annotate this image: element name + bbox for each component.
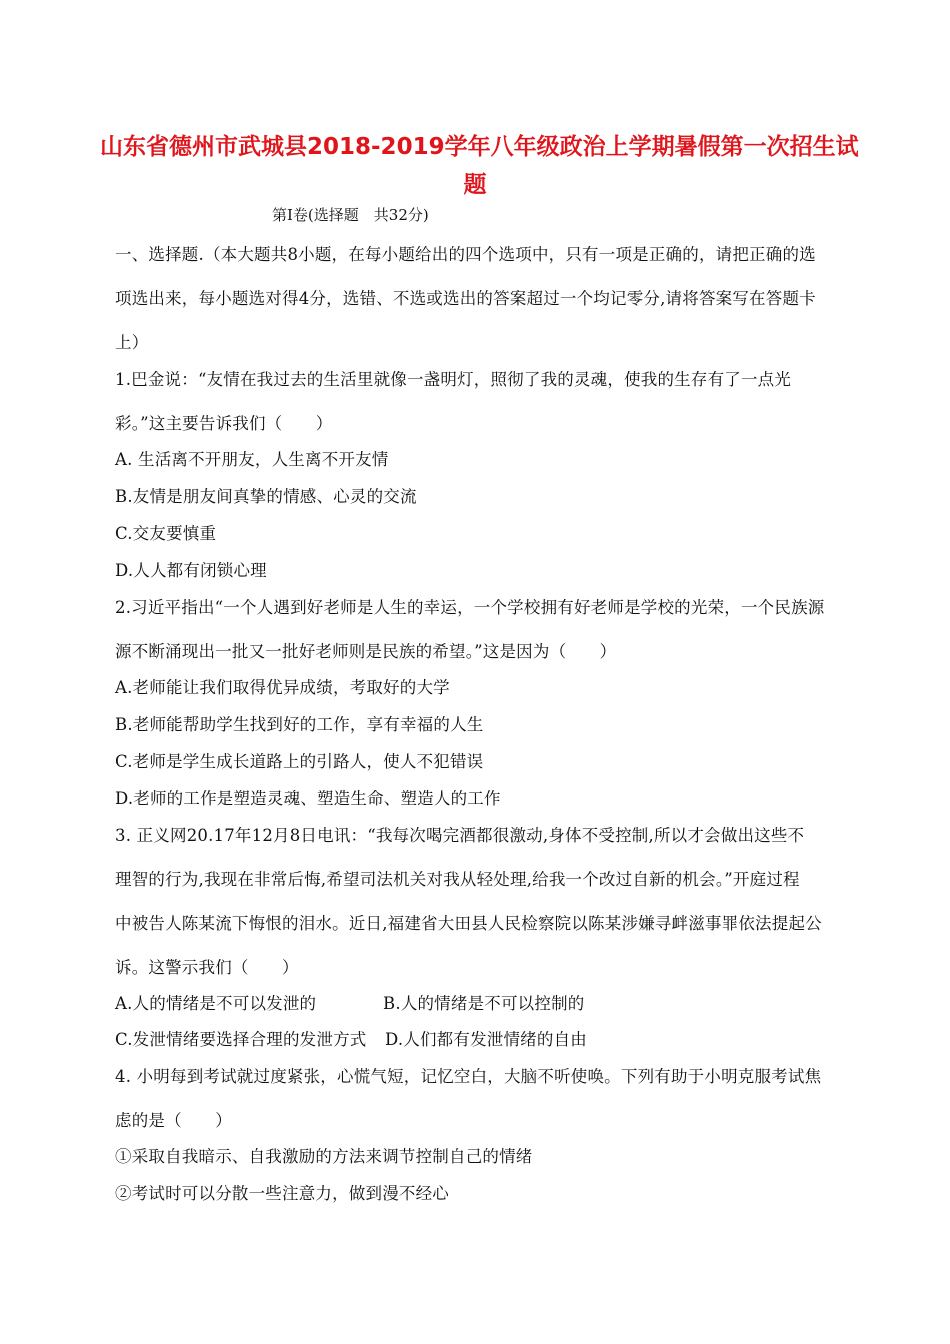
question-3-option-c: C.发泄情绪要选择合理的发泄方式 [115,1030,367,1049]
question-2-option-b: B.老师能帮助学生找到好的工作，享有幸福的人生 [115,715,484,734]
question-2-option-a: A.老师能让我们取得优异成绩，考取好的大学 [115,678,450,697]
question-1-option-a: A. 生活离不开朋友，人生离不开友情 [115,450,389,469]
question-4-item-1: ①采取自我暗示、自我激励的方法来调节控制自己的情绪 [115,1147,533,1166]
question-3-stem-line-4: 诉。这警示我们（ ） [115,958,299,977]
question-3-stem-line-1: 3. 正义网20.17年12月8日电讯：“我每次喝完酒都很激动,身体不受控制,所以才会做出这些不 [115,826,805,845]
question-1-option-b: B.友情是朋友间真挚的情感、心灵的交流 [115,487,417,506]
question-3-option-d: D.人们都有发泄情绪的自由 [385,1030,587,1049]
question-2-stem-line-2: 源不断涌现出一批又一批好老师则是民族的希望。”这是因为（ ） [115,642,617,661]
question-1-stem-line-1: 1.巴金说：“友情在我过去的生活里就像一盏明灯，照彻了我的灵魂，使我的生存有了一点光 [115,370,792,389]
section-subtitle: 第Ⅰ卷(选择题 共32分) [272,206,429,224]
question-2-stem-line-1: 2.习近平指出“一个人遇到好老师是人生的幸运，一个学校拥有好老师是学校的光荣，一个民族源 [115,598,825,617]
question-3-stem-line-2: 理智的行为,我现在非常后悔,希望司法机关对我从轻处理,给我一个改过自新的机会。”开庭过程 [115,870,800,889]
question-2-option-d: D.老师的工作是塑造灵魂、塑造生命、塑造人的工作 [115,789,501,808]
document-title-line-2: 题 [463,172,487,198]
question-3-option-a: A.人的情绪是不可以发泄的 [115,994,317,1013]
instructions-line-2: 项选出来，每小题选对得4分，选错、不选或选出的答案超过一个均记零分,请将答案写在答题卡 [115,289,816,308]
document-title-line-1: 山东省德州市武城县2018-2019学年八年级政治上学期暑假第一次招生试 [100,134,859,160]
question-4-item-2: ②考试时可以分散一些注意力，做到漫不经心 [115,1184,449,1203]
question-4-stem-line-2: 虑的是（ ） [115,1111,232,1130]
question-2-option-c: C.老师是学生成长道路上的引路人，使人不犯错误 [115,752,484,771]
instructions-line-3: 上） [115,333,149,352]
question-1-option-c: C.交友要慎重 [115,524,217,543]
question-4-stem-line-1: 4. 小明每到考试就过度紧张，心慌气短，记忆空白，大脑不听使唤。下列有助于小明克服考试焦 [115,1067,822,1086]
question-3-stem-line-3: 中被告人陈某流下悔恨的泪水。近日,福建省大田县人民检察院以陈某涉嫌寻衅滋事罪依法提起公 [115,914,822,933]
question-1-stem-line-2: 彩。”这主要告诉我们（ ） [115,414,333,433]
instructions-line-1: 一、选择题.（本大题共8小题，在每小题给出的四个选项中，只有一项是正确的，请把正确的选 [115,245,816,264]
question-3-option-b: B.人的情绪是不可以控制的 [383,994,585,1013]
question-1-option-d: D.人人都有闭锁心理 [115,561,267,580]
